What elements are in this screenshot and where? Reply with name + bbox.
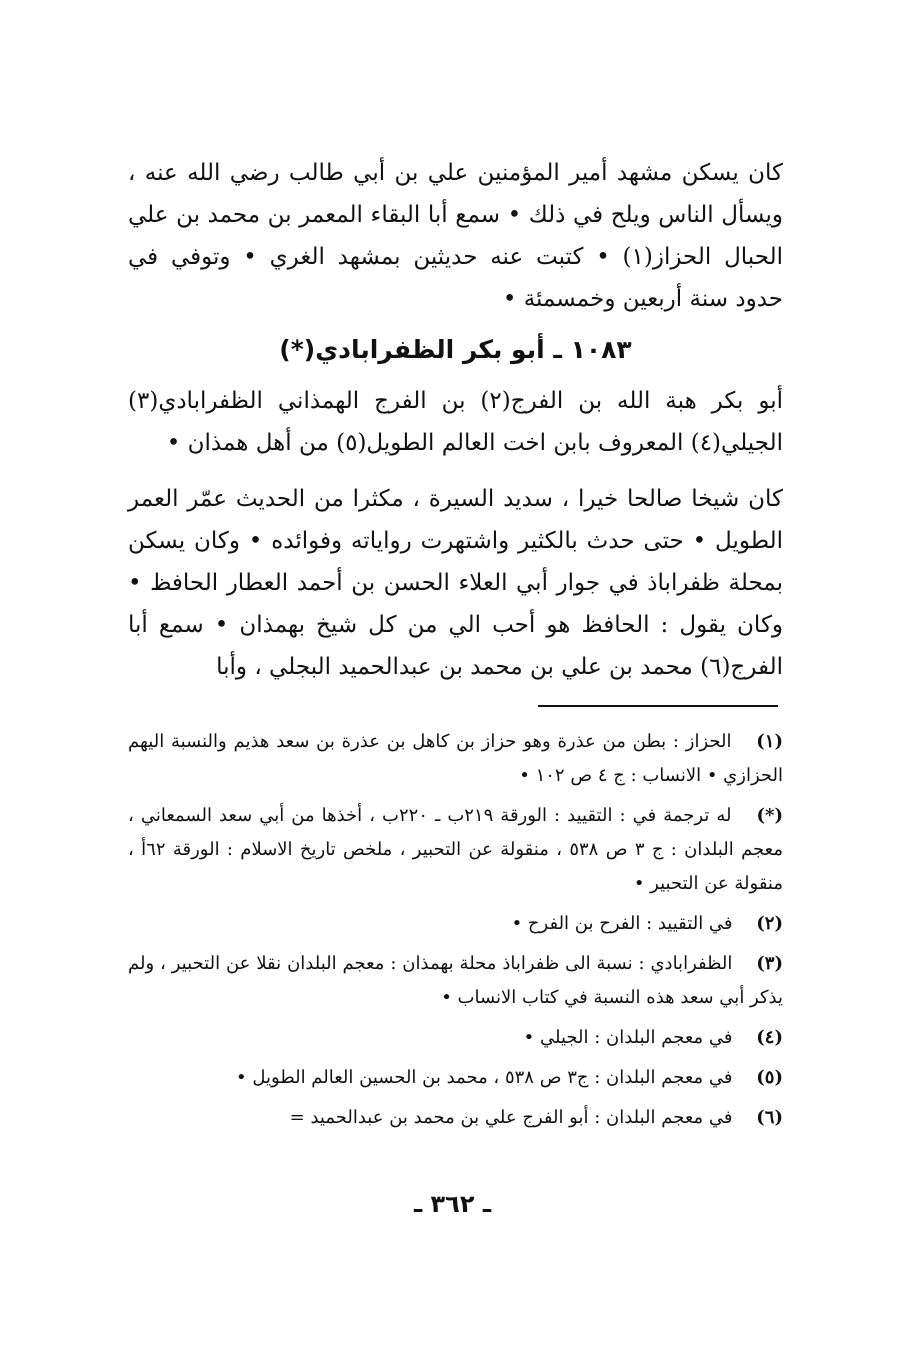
paragraph-entry-name: أبو بكر هبة الله بن الفرج(٢) بن الفرج الهمذاني الظفرابادي(٣) الجيلي(٤) المعروف بابن اخت العالم الطويل(٥) من أهل همذان • bbox=[128, 388, 784, 456]
footnote-2 bbox=[128, 907, 783, 941]
footnote-number: (٥) bbox=[756, 1067, 783, 1088]
footnote-3 bbox=[128, 947, 783, 1015]
paragraph-entry-biography: كان شيخا صالحا خيرا ، سديد السيرة ، مكثرا من الحديث عمّر العمر الطويل • حتى حدث بالكثير واشتهرت رواياته وفوائده • وكان يسكن بمحلة ظفراباذ في جوار أبي العلاء الحسن بن أحمد العطار الحافظ • وكان يقول : الحافظ هو أحب الي من كل شيخ بهمذان • سمع أبا الفرج(٦) محمد بن علي بن محمد بن عبدالحميد البجلي ، وأبا bbox=[128, 486, 783, 680]
footnote-number: (١) bbox=[756, 731, 783, 752]
footnote-text: في معجم البلدان : أبو الفرج علي بن محمد بن عبدالحميد = bbox=[289, 1107, 733, 1128]
footnote-number: (٢) bbox=[756, 913, 783, 934]
footnote-text: الحزاز : بطن من عذرة وهو حزاز بن كاهل بن عذرة بن سعد هذيم والنسبة اليهم الحزازي • الانساب : ج ٤ ص ١٠٢ • bbox=[128, 731, 783, 786]
footnote-text: الظفرابادي : نسبة الى ظفراباذ محلة بهمذان : معجم البلدان نقلا عن التحبير ، ولم يذكر أبي سعد هذه النسبة في كتاب الانساب • bbox=[128, 953, 783, 1008]
footnote-text: في معجم البلدان : الجيلي • bbox=[523, 1027, 733, 1048]
footnote-text: في التقييد : الفرح بن الفرح • bbox=[511, 913, 733, 934]
footnote-separator bbox=[538, 705, 778, 707]
footnote-number: (٦) bbox=[756, 1107, 783, 1128]
footnotes bbox=[128, 725, 783, 1141]
footnote-6 bbox=[128, 1101, 783, 1135]
footnote-1 bbox=[128, 725, 783, 793]
footnote-number: (٣) bbox=[756, 953, 783, 974]
page-number: ـ ٣٦٢ ـ bbox=[413, 1190, 492, 1218]
paragraph-previous-entry-end: كان يسكن مشهد أمير المؤمنين علي بن أبي طالب رضي الله عنه ، ويسأل الناس ويلح في ذلك • سمع أبا البقاء المعمر بن محمد بن علي الحبال الحزاز(١) • كتبت عنه حديثين بمشهد الغري • وتوفي في حدود سنة أربعين وخمسمئة • bbox=[128, 160, 783, 312]
footnote-text: في معجم البلدان : ج٣ ص ٥٣٨ ، محمد بن الحسين العالم الطويل • bbox=[236, 1067, 733, 1088]
footnote-4 bbox=[128, 1021, 783, 1055]
footnote-number: (*) bbox=[756, 805, 783, 826]
footnote-5 bbox=[128, 1061, 783, 1095]
footnote-text: له ترجمة في : التقييد : الورقة ٢١٩ب ـ ٢٢٠ب ، أخذها من أبي سعد السمعاني ، معجم البلدان : ج ٣ ص ٥٣٨ ، منقولة عن التحبير ، ملخص تاريخ الاسلام : الورقة ٦٢أ ، منقولة عن التحبير • bbox=[128, 805, 783, 894]
footnote-star bbox=[128, 799, 783, 901]
footnote-number: (٤) bbox=[756, 1027, 783, 1048]
entry-heading: ١٠٨٣ ـ أبو بكر الظفرابادي(*) bbox=[279, 335, 632, 364]
